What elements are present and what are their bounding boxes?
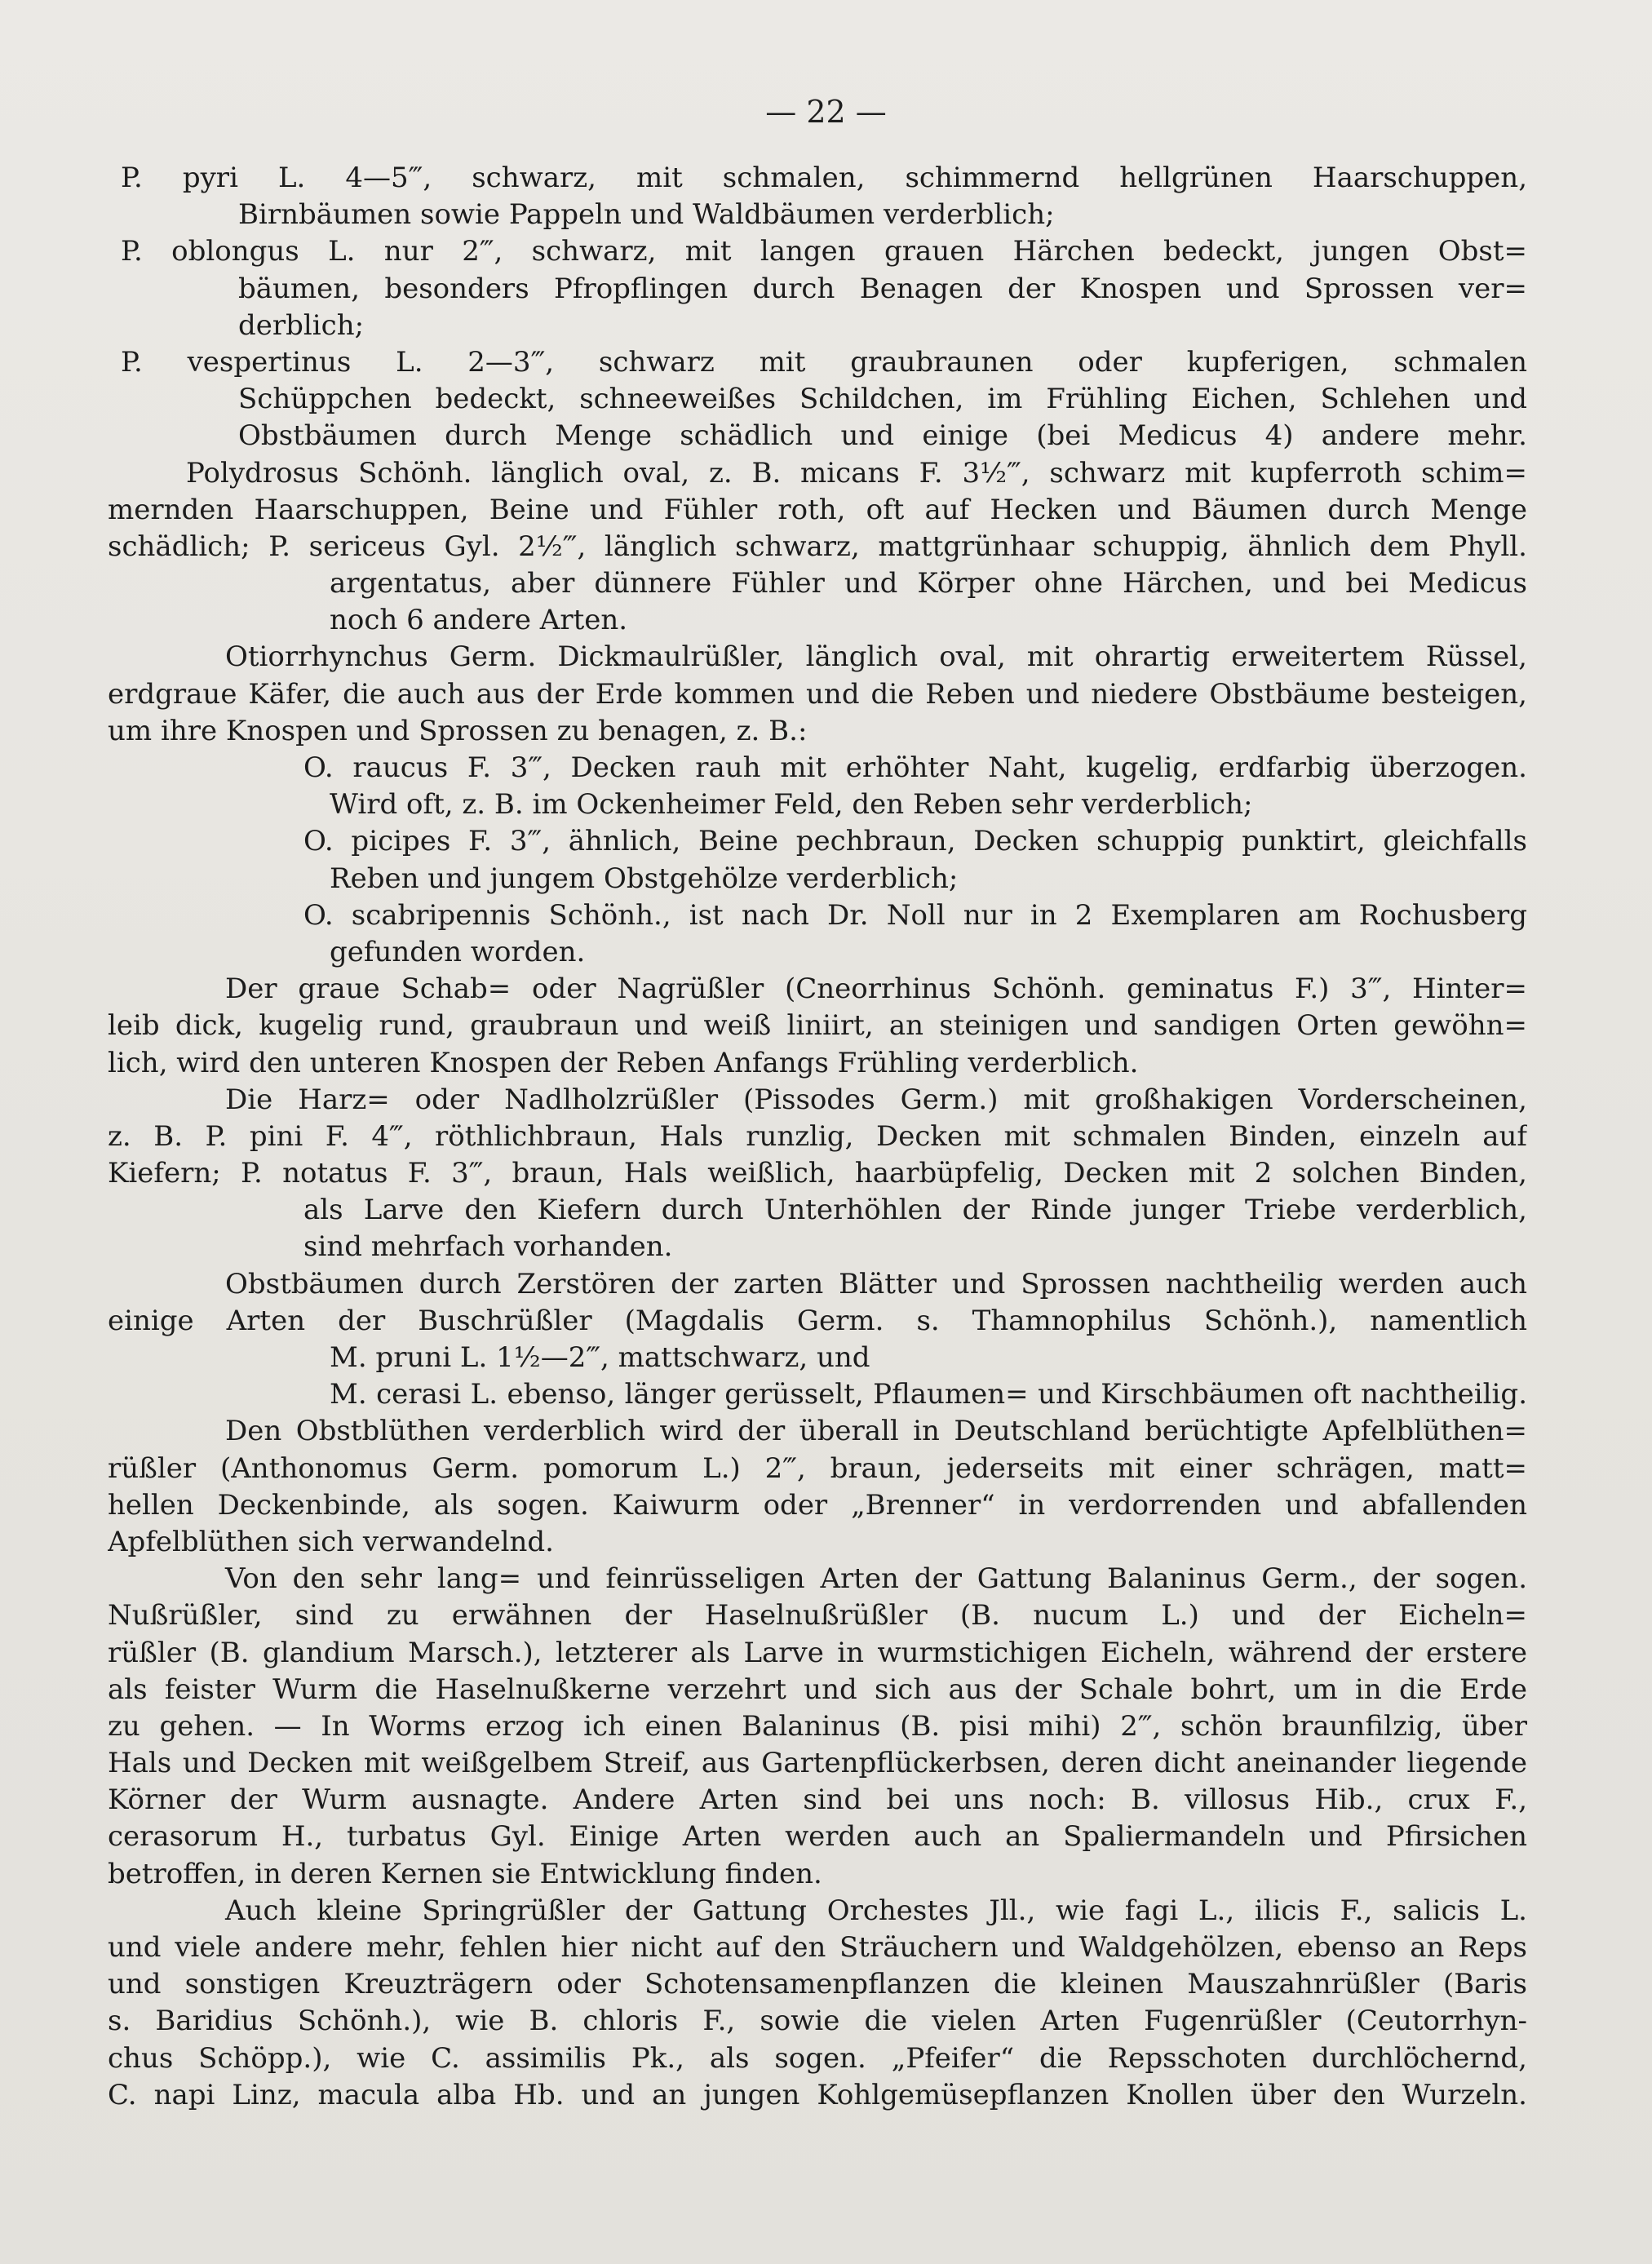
text-line: schädlich; P. sericeus Gyl. 2½‴, länglich schwarz, mattgrünhaar schuppig, ähnlich dem Phyll. [108, 529, 1527, 563]
text-line: erdgraue Käfer, die auch aus der Erde kommen und die Reben und niedere Obstbäume besteigen, [108, 677, 1527, 711]
text-line: noch 6 andere Arten. [330, 604, 628, 637]
text-line: Auch kleine Springrüßler der Gattung Orchestes Jll., wie fagi L., ilicis F., salicis L. [225, 1894, 1527, 1927]
text-line: O. picipes F. 3‴, ähnlich, Beine pechbraun, Decken schuppig punktirt, gleichfalls [303, 825, 1527, 858]
text-line: derblich; [238, 308, 365, 342]
text-line: P. vespertinus L. 2—3‴, schwarz mit graubraunen oder kupferigen, schmalen [121, 345, 1527, 379]
text-line: Otiorrhynchus Germ. Dickmaulrüßler, länglich oval, mit ohrartig erweitertem Rüssel, [225, 640, 1527, 674]
page-number: — 22 — [765, 94, 887, 130]
text-line: als Larve den Kiefern durch Unterhöhlen der Rinde junger Triebe verderblich, [303, 1194, 1527, 1227]
text-line: hellen Deckenbinde, als sogen. Kaiwurm oder „Brenner“ in verdorrenden und abfallenden [108, 1488, 1527, 1522]
text-line: s. Baridius Schönh.), wie B. chloris F., sowie die vielen Arten Fugenrüßler (Ceutorrhyn- [108, 2005, 1527, 2038]
text-line: M. pruni L. 1½—2‴, mattschwarz, und [330, 1341, 870, 1374]
text-line: Die Harz= oder Nadlholzrüßler (Pissodes Germ.) mit großhakigen Vorderscheinen, [225, 1083, 1527, 1116]
text-line: O. raucus F. 3‴, Decken rauh mit erhöhter Naht, kugelig, erdfarbig überzogen. [303, 751, 1527, 784]
text-line: Birnbäumen sowie Pappeln und Waldbäumen verderblich; [238, 198, 1055, 232]
text-line: um ihre Knospen und Sprossen zu benagen, z. B.: [108, 714, 808, 747]
text-line: chus Schöpp.), wie C. assimilis Pk., als sogen. „Pfeifer“ die Repsschoten durchlöchernd, [108, 2041, 1527, 2075]
text-line: P. pyri L. 4—5‴, schwarz, mit schmalen, schimmernd hellgrünen Haarschuppen, [121, 162, 1527, 194]
text-line: zu gehen. — In Worms erzog ich einen Balaninus (B. pisi mihi) 2‴, schön braunfilzig, über [108, 1709, 1527, 1743]
text-line: Hals und Decken mit weißgelbem Streif, aus Gartenpflückerbsen, deren dicht aneinander liegende [108, 1747, 1527, 1780]
text-line: Den Obstblüthen verderblich wird der überall in Deutschland berüchtigte Apfelblüthen= [225, 1415, 1527, 1448]
text-line: gefunden worden. [330, 935, 586, 968]
text-line: bäumen, besonders Pfropflingen durch Benagen der Knospen und Sprossen ver= [238, 272, 1527, 305]
text-line: argentatus, aber dünnere Fühler und Körper ohne Härchen, und bei Medicus [330, 567, 1527, 600]
text-line: Wird oft, z. B. im Ockenheimer Feld, den Reben sehr verderblich; [330, 788, 1253, 822]
text-line: sind mehrfach vorhanden. [303, 1230, 673, 1264]
text-line: Schüppchen bedeckt, schneeweißes Schildchen, im Frühling Eichen, Schlehen und [238, 383, 1527, 416]
text-line: Von den sehr lang= und feinrüsseligen Arten der Gattung Balaninus Germ., der sogen. [225, 1562, 1527, 1596]
text-line: Nußrüßler, sind zu erwähnen der Haselnußrüßler (B. nucum L.) und der Eicheln= [108, 1599, 1527, 1633]
text-line: betroffen, in deren Kernen sie Entwicklung finden. [108, 1857, 822, 1890]
text-line: Obstbäumen durch Zerstören der zarten Blätter und Sprossen nachtheilig werden auch [225, 1267, 1527, 1300]
text-line: Körner der Wurm ausnagte. Andere Arten sind bei uns noch: B. villosus Hib., crux F., [108, 1783, 1527, 1817]
text-line: und viele andere mehr, fehlen hier nicht auf den Sträuchern und Waldgehölzen, ebenso an Reps [108, 1931, 1527, 1964]
text-line: und sonstigen Kreuzträgern oder Schotensamenpflanzen die kleinen Mauszahnrüßler (Baris [108, 1968, 1527, 2001]
text-line: C. napi Linz, macula alba Hb. und an jungen Kohlgemüsepflanzen Knollen über den Wurzeln. [108, 2078, 1527, 2111]
text-line: Reben und jungem Obstgehölze verderblich; [330, 862, 959, 895]
text-line: Obstbäumen durch Menge schädlich und einige (bei Medicus 4) andere mehr. [238, 419, 1527, 453]
text-line: als feister Wurm die Haselnußkerne verzehrt und sich aus der Schale bohrt, um in die Erde [108, 1673, 1527, 1706]
text-line: cerasorum H., turbatus Gyl. Einige Arten werden auch an Spaliermandeln und Pfirsichen [108, 1820, 1527, 1854]
body-text [108, 160, 1527, 2114]
text-line: mernden Haarschuppen, Beine und Fühler roth, oft auf Hecken und Bäumen durch Menge [108, 493, 1527, 526]
text-line: rüßler (B. glandium Marsch.), letzterer als Larve in wurmstichigen Eicheln, während der erstere [108, 1636, 1527, 1669]
text-line: M. cerasi L. ebenso, länger gerüsselt, Pflaumen= und Kirschbäumen oft nachtheilig. [330, 1378, 1527, 1411]
text-line: Der graue Schab= oder Nagrüßler (Cneorrhinus Schönh. geminatus F.) 3‴, Hinter= [225, 973, 1527, 1006]
text-line: einige Arten der Buschrüßler (Magdalis Germ. s. Thamnophilus Schönh.), namentlich [108, 1304, 1527, 1337]
text-line: leib dick, kugelig rund, graubraun und weiß liniirt, an steinigen und sandigen Orten gewöhn= [108, 1009, 1527, 1043]
text-line: Polydrosus Schönh. länglich oval, z. B. micans F. 3½‴, schwarz mit kupferroth schim= [186, 456, 1527, 490]
text-line: P. oblongus L. nur 2‴, schwarz, mit langen grauen Härchen bedeckt, jungen Obst= [121, 235, 1527, 268]
text-line: lich, wird den unteren Knospen der Reben Anfangs Frühling verderblich. [108, 1046, 1139, 1079]
text-line: z. B. P. pini F. 4‴, röthlichbraun, Hals runzlig, Decken mit schmalen Binden, einzeln auf [108, 1119, 1527, 1153]
text-line: O. scabripennis Schönh., ist nach Dr. Noll nur in 2 Exemplaren am Rochusberg [303, 898, 1527, 932]
text-line: Kiefern; P. notatus F. 3‴, braun, Hals weißlich, haarbüpfelig, Decken mit 2 solchen Binden, [108, 1157, 1527, 1190]
text-line: Apfelblüthen sich verwandelnd. [108, 1525, 554, 1558]
text-line: rüßler (Anthonomus Germ. pomorum L.) 2‴, braun, jederseits mit einer schrägen, matt= [108, 1451, 1527, 1485]
